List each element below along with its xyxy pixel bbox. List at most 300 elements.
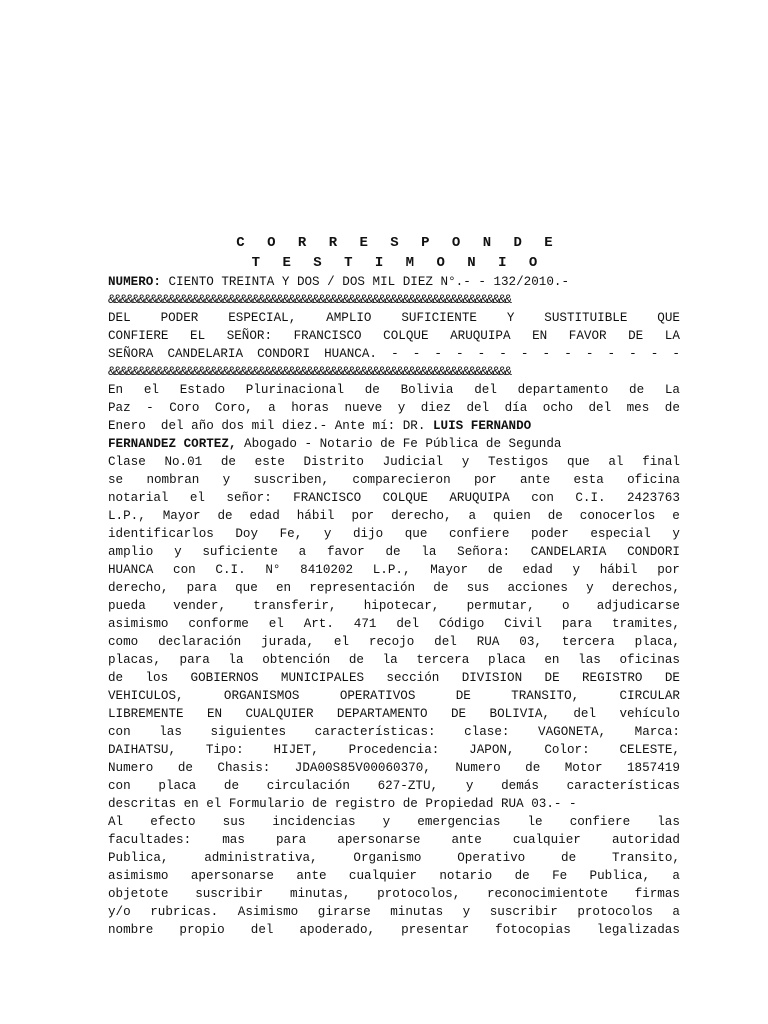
word: Art.	[303, 617, 334, 631]
word: DE	[664, 671, 680, 685]
word: de	[487, 563, 503, 577]
word: ESPECIAL,	[228, 311, 297, 325]
word: Mayor	[162, 509, 201, 523]
word: jurada,	[261, 635, 315, 649]
word: emergencias	[417, 815, 501, 829]
word: Plurinacional	[245, 383, 345, 397]
word: 03,	[519, 635, 542, 649]
word: legalizadas	[596, 923, 680, 937]
body-line	[108, 399, 680, 417]
word: suscribir	[489, 905, 558, 919]
word: -	[455, 347, 464, 361]
word: comparecieron	[352, 473, 451, 487]
word: y	[397, 401, 406, 415]
word: Estado	[179, 383, 226, 397]
word: de	[108, 671, 124, 685]
word: Testigos	[487, 455, 549, 469]
body-line	[108, 849, 680, 867]
word: protocolos,	[377, 887, 461, 901]
word: Paz	[108, 401, 131, 415]
word: CONFIERE	[108, 329, 169, 343]
word: de	[364, 383, 380, 397]
word: -	[499, 347, 507, 361]
word: vehículo	[619, 707, 680, 721]
word: en	[544, 653, 560, 667]
word: CONDORI	[627, 545, 680, 559]
word: FRANCISCO	[293, 491, 362, 505]
word: -	[146, 401, 154, 415]
word: derecho,	[391, 509, 452, 523]
word: de	[433, 581, 449, 595]
word: fotocopias	[495, 923, 571, 937]
word: circulación	[266, 779, 350, 793]
heading-corresponde: C O R R E S P O N D E	[236, 235, 560, 251]
word: QUE	[657, 311, 680, 325]
word: presentar	[401, 923, 470, 937]
word: características:	[314, 725, 436, 739]
word: suficiente	[202, 545, 278, 559]
word: de	[385, 545, 401, 559]
numero-line	[108, 273, 680, 291]
word: DIVISION	[461, 671, 523, 685]
word: N°	[265, 563, 281, 577]
word: Procedencia:	[348, 743, 440, 757]
word: DE	[628, 329, 644, 343]
word: VEHICULOS,	[108, 689, 184, 703]
word: los	[145, 671, 169, 685]
body-line	[108, 579, 680, 597]
word: CANDELARIA	[530, 545, 607, 559]
word: Código	[438, 617, 485, 631]
word: favor	[326, 545, 365, 559]
word: Asimismo	[237, 905, 299, 919]
word: -	[564, 347, 572, 361]
body-line: Enero del año dos mil diez.- Ante mí: DR. LUIS FERNANDO	[108, 419, 532, 433]
word: minutas,	[289, 887, 351, 901]
word: apersonarse	[337, 833, 421, 847]
word: Publica,	[108, 851, 169, 865]
word: nueve	[344, 401, 383, 415]
word: final	[642, 455, 680, 469]
word: derechos,	[611, 581, 680, 595]
word: Operativo	[457, 851, 526, 865]
word: -	[650, 347, 659, 361]
word: oficinas	[619, 653, 680, 667]
word: Al	[108, 815, 124, 829]
word: amplio	[108, 545, 154, 559]
word: tercera	[416, 653, 470, 667]
body-line	[108, 507, 680, 525]
word: girarse	[317, 905, 371, 919]
word: asimismo	[108, 617, 169, 631]
word: adjudicarse	[596, 599, 680, 613]
word: del	[466, 401, 490, 415]
word: el	[333, 635, 350, 649]
word: de	[220, 455, 236, 469]
word: demás	[501, 779, 539, 793]
word: de	[514, 869, 530, 883]
word: 627-ZTU,	[377, 779, 439, 793]
word: la	[228, 653, 244, 667]
word: representación	[309, 581, 416, 595]
word: sección	[386, 671, 440, 685]
word: de	[664, 401, 680, 415]
word: Motor	[564, 761, 603, 775]
body-line	[108, 741, 680, 759]
word: -	[520, 347, 529, 361]
word: para	[179, 653, 210, 667]
word: obtención	[262, 653, 331, 667]
body-line	[108, 885, 680, 903]
numero-label: NUMERO:	[108, 275, 161, 289]
word: le	[527, 815, 543, 829]
body-line	[108, 633, 680, 651]
word: las	[159, 725, 182, 739]
word: minutas	[390, 905, 444, 919]
body-line	[108, 813, 680, 831]
word: especial	[590, 527, 651, 541]
word: que	[404, 527, 428, 541]
word: Coro,	[214, 401, 253, 415]
word: del	[588, 401, 612, 415]
word: 471	[353, 617, 377, 631]
word: y	[672, 527, 680, 541]
word: SEÑORA	[108, 347, 154, 361]
word: Chasis:	[217, 761, 271, 775]
word: ORGANISMOS	[223, 689, 300, 703]
word: SUSTITUIBLE	[544, 311, 628, 325]
body-line	[108, 759, 680, 777]
word: de	[223, 779, 240, 793]
word: efecto	[150, 815, 196, 829]
word: -	[629, 347, 637, 361]
word: CANDELARIA	[167, 347, 244, 361]
word: JAPON,	[469, 743, 515, 757]
heading-testimonio: T E S T I M O N I O	[251, 255, 545, 271]
word: conocerlos	[579, 509, 656, 523]
body-line	[108, 651, 680, 669]
word: señor:	[226, 491, 272, 505]
word: GOBIERNOS	[190, 671, 259, 685]
word: por	[473, 473, 497, 487]
word: de	[561, 851, 577, 865]
word: ante	[451, 833, 482, 847]
body-line	[108, 543, 680, 561]
word: derecho,	[108, 581, 169, 595]
word: de	[217, 509, 233, 523]
word: RUA	[476, 635, 500, 649]
word: Marca:	[634, 725, 680, 739]
word: Numero	[108, 761, 154, 775]
word: del	[573, 707, 597, 721]
word: C.I.	[575, 491, 606, 505]
body-line	[108, 903, 680, 921]
notary-surnames: FERNANDEZ CORTEZ,	[108, 437, 237, 451]
word: 2423763	[626, 491, 680, 505]
word: BOLIVIA,	[489, 707, 550, 721]
word: autoridad	[611, 833, 680, 847]
word: DEPARTAMENTO	[336, 707, 428, 721]
word: tercera	[561, 635, 615, 649]
word: a	[298, 545, 307, 559]
word: Transito,	[611, 851, 680, 865]
word: ARUQUIPA	[450, 329, 511, 343]
word: a	[468, 509, 477, 523]
word: y	[461, 455, 470, 469]
word: y	[462, 905, 471, 919]
word: por	[657, 563, 680, 577]
word: y	[323, 527, 332, 541]
body-line: descritas en el Formulario de registro de Propiedad RUA 03.- -	[108, 797, 577, 811]
word: Publica,	[589, 869, 651, 883]
word: ante	[296, 869, 327, 883]
word: 8410202	[300, 563, 354, 577]
body-line	[108, 561, 680, 579]
separator-line: &&&&&&&&&&&&&&&&&&&&&&&&&&&&&&&&&&&&&&&&&&&&&&&&&&&&&&&&&&&&&&&&&&&	[108, 365, 511, 379]
word: 1857419	[627, 761, 680, 775]
word: que	[235, 581, 258, 595]
word: OPERATIVOS	[339, 689, 416, 703]
document-page	[108, 233, 680, 939]
word: EN	[532, 329, 548, 343]
word: cualquier	[348, 869, 417, 883]
word: sus	[222, 815, 246, 829]
word: propio	[179, 923, 225, 937]
word: recojo	[368, 635, 415, 649]
word: DE	[544, 671, 560, 685]
body-line	[108, 723, 680, 741]
word: Numero	[455, 761, 501, 775]
word: REGISTRO	[582, 671, 643, 685]
word: COLQUE	[383, 329, 429, 343]
word: al	[608, 455, 624, 469]
word: con	[531, 491, 554, 505]
word: que	[567, 455, 590, 469]
word: administrativa,	[204, 851, 318, 865]
word: suscribir	[195, 887, 264, 901]
word: CUALQUIER	[245, 707, 314, 721]
body-line	[108, 381, 680, 399]
word: Fe	[552, 869, 568, 883]
word: Bolivia	[400, 383, 454, 397]
word: Señora:	[457, 545, 511, 559]
word: incidencias	[272, 815, 356, 829]
numero-text: CIENTO TREINTA Y DOS / DOS MIL DIEZ N°.- - 132/2010.-	[168, 275, 570, 289]
word: oficina	[627, 473, 680, 487]
word: de	[348, 653, 364, 667]
word: La	[664, 383, 680, 397]
word: edad	[522, 563, 553, 577]
word: DE	[451, 707, 467, 721]
subject-line	[108, 345, 680, 363]
word: apoderado,	[299, 923, 376, 937]
word: suscriben,	[253, 473, 330, 487]
word: HUANCA.	[324, 347, 377, 361]
word: hipotecar,	[363, 599, 440, 613]
body-line	[108, 471, 680, 489]
word: de	[547, 509, 563, 523]
word: FRANCISCO	[293, 329, 362, 343]
word: transferir,	[253, 599, 337, 613]
word: L.P.,	[108, 509, 146, 523]
word: COLQUE	[382, 491, 428, 505]
word: CELESTE,	[619, 743, 680, 757]
word: las	[578, 653, 601, 667]
word: para	[186, 581, 217, 595]
word: pueda	[108, 599, 146, 613]
body-line	[108, 921, 680, 939]
word: -	[542, 347, 551, 361]
word: nombre	[108, 923, 154, 937]
word: Tipo:	[205, 743, 244, 757]
word: en	[275, 581, 292, 595]
body-line	[108, 705, 680, 723]
word: dijo	[352, 527, 384, 541]
word: el	[189, 491, 205, 505]
word: identificarlos	[108, 527, 214, 541]
word: apersonarse	[190, 869, 274, 883]
word: ARUQUIPA	[449, 491, 510, 505]
word: se	[108, 473, 124, 487]
word: de	[629, 383, 645, 397]
word: DEL	[108, 311, 131, 325]
body-line	[108, 777, 680, 795]
word: cualquier	[512, 833, 581, 847]
word: Distrito	[303, 455, 364, 469]
word: LIBREMENTE	[108, 707, 184, 721]
word: mes	[626, 401, 650, 415]
word: hábil	[296, 509, 335, 523]
word: AMPLIO	[326, 311, 372, 325]
word: horas	[291, 401, 329, 415]
word: facultades:	[108, 833, 192, 847]
word: quien	[492, 509, 531, 523]
word: a	[672, 869, 680, 883]
body-line	[108, 615, 680, 633]
word: protocolos	[577, 905, 653, 919]
word: Judicial	[382, 455, 444, 469]
word: -	[607, 347, 616, 361]
word: ante	[519, 473, 551, 487]
word: el	[268, 617, 284, 631]
word: y/o	[108, 905, 131, 919]
word: las	[657, 815, 680, 829]
word: MUNICIPALES	[280, 671, 365, 685]
word: poder	[530, 527, 569, 541]
body-line	[108, 831, 680, 849]
word: -	[477, 347, 486, 361]
word: y	[382, 815, 391, 829]
word: No.01	[164, 455, 203, 469]
word: SUFICIENTE	[401, 311, 477, 325]
word: y	[572, 563, 581, 577]
word: la	[421, 545, 437, 559]
word: asimismo	[108, 869, 169, 883]
word: Coro	[169, 401, 200, 415]
word: mas	[222, 833, 245, 847]
word: conforme	[188, 617, 249, 631]
word: departamento	[517, 383, 609, 397]
word: placa,	[634, 635, 680, 649]
word: hábil	[599, 563, 638, 577]
word: Mayor	[430, 563, 469, 577]
word: En	[108, 383, 124, 397]
word: para	[275, 833, 307, 847]
word: -	[412, 347, 421, 361]
word: EN	[206, 707, 223, 721]
word: con	[108, 725, 131, 739]
word: FAVOR	[568, 329, 607, 343]
word: esta	[573, 473, 604, 487]
word: del	[434, 635, 457, 649]
word: TRANSITO,	[511, 689, 580, 703]
word: nombran	[146, 473, 200, 487]
word: notarial	[108, 491, 169, 505]
separator-line: &&&&&&&&&&&&&&&&&&&&&&&&&&&&&&&&&&&&&&&&&&&&&&&&&&&&&&&&&&&&&&&&&&&	[108, 293, 511, 307]
word: VAGONETA,	[538, 725, 607, 739]
word: JDA00S85V00060370,	[294, 761, 431, 775]
body-line: FERNANDEZ CORTEZ, Abogado - Notario de Fe Pública de Segunda	[108, 437, 562, 451]
word: placas,	[108, 653, 161, 667]
word: -	[585, 347, 594, 361]
word: permutar,	[466, 599, 535, 613]
body-line	[108, 867, 680, 885]
word: sus	[466, 581, 490, 595]
body-line	[108, 453, 680, 471]
word: el	[143, 383, 159, 397]
notary-first-names: LUIS FERNANDO	[432, 419, 532, 433]
word: placa	[487, 653, 526, 667]
word: rubricas.	[150, 905, 219, 919]
word: firmas	[634, 887, 680, 901]
word: C.I.	[215, 563, 246, 577]
word: Clase	[108, 455, 146, 469]
word: siguientes	[210, 725, 287, 739]
body-line	[108, 525, 680, 543]
word: ocho	[542, 401, 573, 415]
word: con	[108, 779, 131, 793]
word: confiere	[569, 815, 631, 829]
body-line	[108, 597, 680, 615]
word: placa	[158, 779, 197, 793]
subject-line	[108, 309, 680, 327]
word: con	[173, 563, 196, 577]
word: diez	[420, 401, 451, 415]
word: y	[174, 545, 182, 559]
word: Color:	[544, 743, 590, 757]
word: clase:	[464, 725, 510, 739]
word: HIJET,	[273, 743, 319, 757]
word: -	[434, 347, 442, 361]
word: CONDORI	[257, 347, 310, 361]
body-line	[108, 489, 680, 507]
word: de	[525, 761, 541, 775]
word: como	[108, 635, 139, 649]
word: Y	[506, 311, 515, 325]
word: CIRCULAR	[619, 689, 680, 703]
word: del	[396, 617, 420, 631]
word: características	[566, 779, 680, 793]
word: objetote	[108, 887, 169, 901]
word: día	[504, 401, 528, 415]
body-line	[108, 687, 680, 705]
word: del	[250, 923, 274, 937]
body-line	[108, 669, 680, 687]
word: Doy	[235, 527, 259, 541]
word: SEÑOR:	[226, 329, 273, 343]
word: -	[391, 347, 399, 361]
word: del	[474, 383, 497, 397]
